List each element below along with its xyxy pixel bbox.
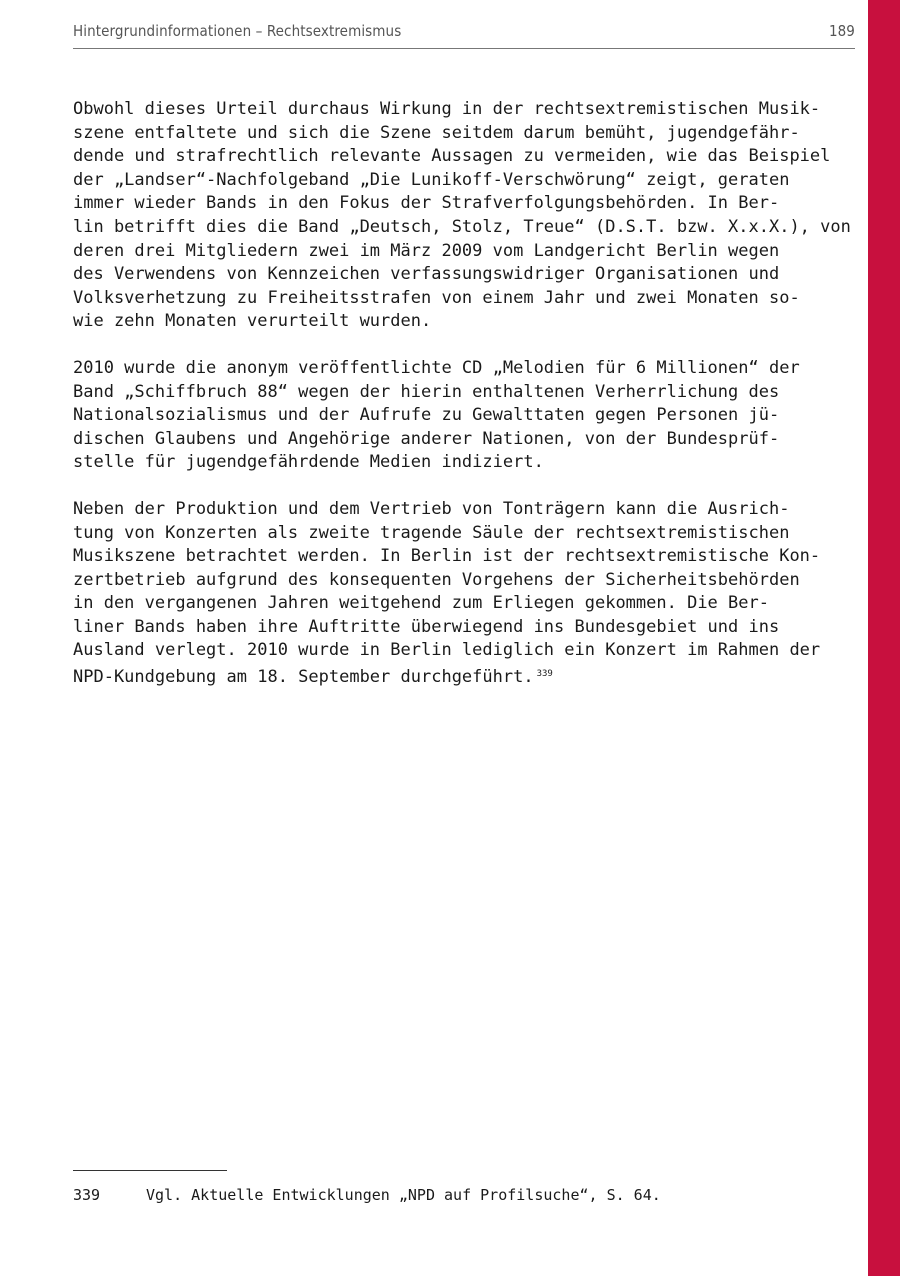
body-text — [73, 98, 851, 713]
text-line: Band „Schiffbruch 88“ wegen der hierin enthaltenen Verherrlichung des — [73, 381, 780, 402]
footnote-rule — [73, 1170, 227, 1171]
page-number: 189 — [828, 22, 855, 40]
text-line: wie zehn Monaten verurteilt wurden. — [73, 311, 432, 332]
running-header-title: Hintergrundinformationen – Rechtsextremismus — [73, 22, 402, 40]
text-line: szene entfaltete und sich die Szene seitdem darum bemüht, jugendgefähr- — [73, 122, 800, 143]
footnote-reference[interactable]: 339 — [536, 669, 553, 680]
text-line: dende und strafrechtlich relevante Aussagen zu vermeiden, wie das Beispiel — [73, 146, 831, 167]
text-line: Nationalsozialismus und der Aufrufe zu Gewalttaten gegen Personen jü- — [73, 405, 780, 426]
text-line: Neben der Produktion und dem Vertrieb von Tonträgern kann die Ausrich- — [73, 498, 790, 519]
text-line: zertbetrieb aufgrund des konsequenten Vorgehens der Sicherheitsbehörden — [73, 569, 800, 590]
paragraph-2 — [73, 357, 800, 475]
text-line: Musikszene betrachtet werden. In Berlin ist der rechtsextremistische Kon- — [73, 546, 821, 567]
text-line: Ausland verlegt. 2010 wurde in Berlin lediglich ein Konzert im Rahmen der — [73, 640, 821, 661]
text-line: in den vergangenen Jahren weitgehend zum Erliegen gekommen. Die Ber- — [73, 593, 769, 614]
text-line: der „Landser“-Nachfolgeband „Die Lunikoff-Verschwörung“ zeigt, geraten — [73, 169, 790, 190]
footnote-text: Vgl. Aktuelle Entwicklungen „NPD auf Profilsuche“, S. 64. — [146, 1186, 661, 1204]
text-line: lin betrifft dies die Band „Deutsch, Stolz, Treue“ (D.S.T. bzw. X.x.X.), von — [73, 216, 851, 237]
text-line: des Verwendens von Kennzeichen verfassungswidriger Organisationen und — [73, 264, 780, 285]
text-line: deren drei Mitgliedern zwei im März 2009 vom Landgericht Berlin wegen — [73, 240, 780, 261]
text-line: immer wieder Bands in den Fokus der Strafverfolgungsbehörden. In Ber- — [73, 193, 780, 214]
footnote-number: 339 — [73, 1186, 101, 1204]
text-line-content: NPD-Kundgebung am 18. September durchgeführt. — [73, 667, 534, 688]
paragraph-1 — [73, 98, 851, 334]
text-line: stelle für jugendgefährdende Medien indiziert. — [73, 452, 544, 473]
text-line: tung von Konzerten als zweite tragende Säule der rechtsextremistischen — [73, 522, 790, 543]
paragraph-3 — [73, 498, 821, 690]
text-line: liner Bands haben ihre Auftritte überwiegend ins Bundesgebiet und ins — [73, 616, 780, 637]
header-rule — [73, 48, 855, 49]
text-line: Obwohl dieses Urteil durchaus Wirkung in der rechtsextremistischen Musik- — [73, 99, 821, 119]
text-line: Volksverhetzung zu Freiheitsstrafen von einem Jahr und zwei Monaten so- — [73, 287, 800, 308]
text-line: 2010 wurde die anonym veröffentlichte CD „Melodien für 6 Millionen“ der — [73, 357, 800, 378]
accent-bar — [868, 0, 900, 1276]
text-line — [73, 663, 674, 690]
text-line: dischen Glaubens und Angehörige anderer Nationen, von der Bundesprüf- — [73, 428, 780, 449]
